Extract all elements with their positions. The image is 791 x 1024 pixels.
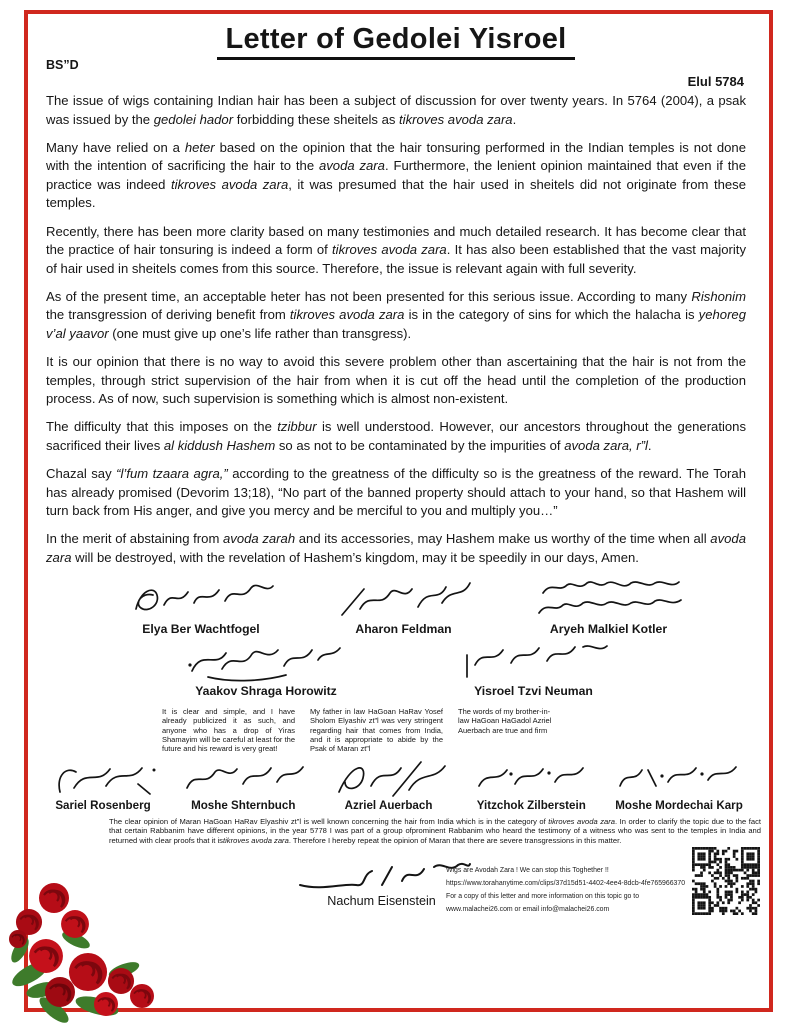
signature-moshe-mordechai-karp-icon <box>614 762 744 798</box>
signature-block-yaakov-shraga-horowitz <box>184 641 349 698</box>
letter-paragraph-6: The difficulty that this imposes on the tzibbur is well understood. However, our ancestors throughout the generations sacrificed their lives al kiddush Hashem so as not to be contaminated by the impurities of avoda zara, r”l. <box>46 419 746 453</box>
page-title: Letter of Gedolei Yisroel <box>217 23 574 60</box>
signature-row-3 <box>46 760 746 812</box>
signature-aryeh-malkiel-kotler-icon <box>531 577 686 621</box>
signature-block-moshe-shternbuch <box>181 762 306 812</box>
footer-copy-note: For a copy of this letter and more information on this topic go to <box>446 892 640 900</box>
date-label: Elul 5784 <box>687 74 744 89</box>
contact-info <box>446 864 704 917</box>
letter-header <box>46 18 746 92</box>
signer-name: Aryeh Malkiel Kotler <box>549 622 668 637</box>
signature-block-aryeh-malkiel-kotler <box>531 577 686 636</box>
signature-yitzchok-zilberstein-icon <box>471 762 591 798</box>
signer-name: Nachum Eisenstein <box>327 893 436 908</box>
signature-aharon-feldman-icon <box>334 577 474 621</box>
signature-block-moshe-mordechai-karp <box>614 762 744 812</box>
signer-name: Yaakov Shraga Horowitz <box>195 684 337 699</box>
eisenstein-statement: The clear opinion of Maran HaGoan HaRav Elyashiv zt”l is well known concerning the hair from India which is in the category of tikroves avoda zara. In order to clarify the topic due to the fact that certain Rabbanim have different opinions, in the year 5778 I was part of a group ofprominent Rabbanim who heard the testimony of a witness who was sent to the temples in India and returned with clear proofs that it istikroves avoda zara. Therefore I hereby repeat the opinion of Maran that there are severe transgressions in this matter. <box>109 816 761 845</box>
signature-nachum-eisenstein-icon <box>292 861 472 893</box>
signer-name: Yisroel Tzvi Neuman <box>474 684 593 699</box>
signature-row-2 <box>46 641 746 698</box>
letter-paragraph-4: As of the present time, an acceptable heter has not been presented for this serious issue. According to many Rishonim the transgression of deriving benefit from tikroves avoda zara is in the category of sins for which the halacha is yehoreg v’al yaavor (one must give up one’s life rather than transgress). <box>46 288 746 342</box>
footer-slogan: Wigs are Avodah Zara ! We can stop this Toghether !! <box>446 866 609 874</box>
testimonial-auerbach: My father in law HaGoan HaRav Yosef Sholom Elyashiv zt”l was very stringent regarding hair that comes from India, and it is appropriate to abide by the Psak of Maran zt”l <box>310 707 443 754</box>
signature-block-yitzchok-zilberstein <box>471 762 591 812</box>
letter-paragraph-1: The issue of wigs containing Indian hair has been a subject of discussion for over twenty years. In 5764 (2004), a psak was issued by the gedolei hador forbidding these sheitels as tikroves avoda zara. <box>46 93 746 127</box>
letter-body <box>46 92 746 568</box>
signature-moshe-shternbuch-icon <box>181 762 306 798</box>
signature-yaakov-shraga-horowitz-icon <box>184 641 349 683</box>
testimonial-notes <box>162 707 746 753</box>
signer-name: Moshe Mordechai Karp <box>615 798 743 812</box>
letter-paragraph-3: Recently, there has been more clarity based on many testimonies and much detailed research. It has become clear that the practice of hair tonsuring is indeed a form of tikroves avoda zara. It has also been established that the vast majority of hair used in sheitels comes from this source. Therefore, the issue is relevant again with full severity. <box>46 223 746 276</box>
signature-block-sariel-rosenberg <box>48 762 158 812</box>
signature-block-yisroel-tzvi-neuman <box>459 641 609 698</box>
signature-block-aharon-feldman <box>334 577 474 636</box>
signature-row-1 <box>46 577 746 636</box>
signature-azriel-auerbach-icon <box>329 760 449 798</box>
signer-name: Azriel Auerbach <box>344 798 433 812</box>
letter-paragraph-5: It is our opinion that there is no way to avoid this severe problem other than ascertaining that the hair is not from the temples, through strict supervision of the hair from when it is cut off the head until the completion of the production process. As of now, such supervision is something which is almost non-existent. <box>46 354 746 407</box>
signer-name: Moshe Shternbuch <box>191 798 296 812</box>
qr-code <box>692 847 760 915</box>
signer-name: Aharon Feldman <box>355 622 452 637</box>
bsd-label: BS”D <box>46 58 79 72</box>
signature-block-azriel-auerbach <box>329 760 449 812</box>
signature-elya-ber-wachtfogel-icon <box>126 577 276 621</box>
signer-name: Yitzchok Zilberstein <box>476 798 586 812</box>
roses-image <box>2 882 154 1024</box>
letter-paragraph-2: Many have relied on a heter based on the opinion that the hair tonsuring performed in the Indian temples is not done with the intention of sacrificing the hair to the avoda zara. Furthermore, the lenient opinion maintained that even if the practice was indeed tikroves avoda zara, it was presumed that the hair used in sheitels did not originate from these temples. <box>46 139 746 211</box>
signature-yisroel-tzvi-neuman-icon <box>459 641 609 683</box>
signer-name: Sariel Rosenberg <box>55 798 151 812</box>
signature-block-elya-ber-wachtfogel <box>126 577 276 636</box>
testimonial-zilberstein: The words of my brother-in-law HaGoan HaGadol Azriel Auerbach are true and firm <box>458 707 552 735</box>
letter-paragraph-8: In the merit of abstaining from avoda zarah and its accessories, may Hashem make us worthy of the time when all avoda zara will be destroyed, with the revelation of Hashem’s kingdom, may it be speedily in our days, Amen. <box>46 531 746 565</box>
signature-sariel-rosenberg-icon <box>48 762 158 798</box>
signer-name: Elya Ber Wachtfogel <box>142 622 260 637</box>
testimonial-shternbuch: It is clear and simple, and I have already publicized it as such, and anyone who has a drop of Yiras Shamayim will be careful at least for the future and his reward is very great! <box>162 707 295 754</box>
footer-contact-line: www.malachei26.com or email info@malachei26.com <box>446 906 610 914</box>
footer-video-url: https://www.torahanytime.com/clips/37d15d51-4402-4ee4-8dcb-4fe765966370 <box>446 879 686 887</box>
letter-paragraph-7: Chazal say “l’fum tzaara agra,” according to the greatness of the difficulty so is the greatness of the reward. The Torah has already promised (Devorim 13;18), “No part of the banned property should attach to your hand, so that Hashem will turn back from His anger, and give you mercy and be merciful to you and multiply you…” <box>46 466 746 519</box>
